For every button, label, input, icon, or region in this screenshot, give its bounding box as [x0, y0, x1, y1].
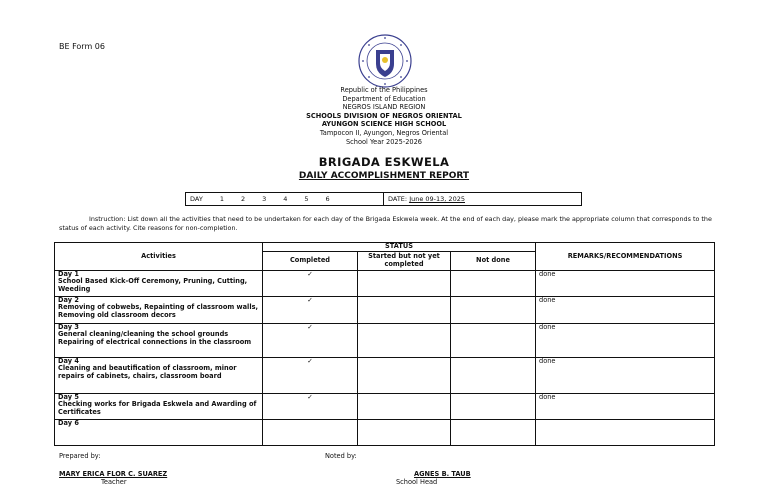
- started-cell: [358, 357, 451, 393]
- day-option-2: 2: [240, 195, 246, 203]
- day-option-5: 5: [304, 195, 309, 203]
- activity-day: Day 5: [58, 392, 79, 401]
- day-option-6: 6: [325, 195, 330, 203]
- started-cell: [358, 270, 451, 296]
- started-cell: [358, 419, 451, 445]
- col-header-remarks: REMARKS/RECOMMENDATIONS: [536, 243, 715, 271]
- not-done-cell: [451, 296, 536, 323]
- noter-name: AGNES B. TAUB: [414, 470, 471, 478]
- remarks-cell: done: [536, 357, 715, 393]
- activity-description: General cleaning/cleaning the school grounds Repairing of electrical connections in the classroom: [58, 330, 252, 346]
- day-selector: [186, 193, 384, 205]
- report-title-block: [234, 155, 534, 181]
- activity-cell: [55, 296, 263, 323]
- preparer-position: Teacher: [101, 478, 127, 486]
- remarks-cell: done: [536, 270, 715, 296]
- header-division: SCHOOLS DIVISION OF NEGROS ORIENTAL: [306, 111, 462, 120]
- activity-day: Day 1: [58, 269, 79, 278]
- started-cell: [358, 393, 451, 419]
- header-department: Department of Education: [342, 94, 426, 103]
- not-done-cell: [451, 270, 536, 296]
- col-header-completed: Completed: [263, 251, 358, 270]
- col-header-status: STATUS: [263, 243, 536, 252]
- remarks-cell: [536, 419, 715, 445]
- completed-check: ✓: [263, 323, 358, 357]
- remarks-cell: done: [536, 323, 715, 357]
- table-row: [55, 357, 715, 393]
- completed-check: ✓: [263, 296, 358, 323]
- activity-description: School Based Kick-Off Ceremony, Pruning, Cutting, Weeding: [58, 277, 248, 293]
- day-option-4: 4: [283, 195, 288, 203]
- instruction-text: Instruction: List down all the activities that need to be undertaken for each day of the Brigada Eskwela week. At the end of each day, please mark the appropriate column that corresponds to the status of each activity. Cite reasons for non-completion.: [59, 215, 712, 232]
- col-header-started: Started but not yet completed: [358, 251, 451, 270]
- table-row: [55, 323, 715, 357]
- activity-day: Day 4: [58, 356, 79, 365]
- report-title: BRIGADA ESKWELA: [318, 155, 450, 169]
- not-done-cell: [451, 419, 536, 445]
- day-label: DAY: [190, 195, 203, 203]
- completed-check: ✓: [263, 393, 358, 419]
- noter-signature-block: [380, 470, 500, 486]
- activity-description: Removing of cobwebs, Repainting of classroom walls, Removing old classroom decors: [58, 303, 259, 319]
- date-field: [384, 195, 465, 203]
- activity-cell: [55, 393, 263, 419]
- completed-check: ✓: [263, 270, 358, 296]
- day-option-1: 1: [219, 195, 224, 203]
- date-value: June 09-13, 2025: [409, 195, 465, 203]
- activity-day: Day 2: [58, 295, 79, 304]
- header-region: NEGROS ISLAND REGION: [342, 103, 426, 112]
- day-option-3: 3: [262, 195, 267, 203]
- day-date-box: [185, 192, 582, 206]
- completed-check: [263, 419, 358, 445]
- header-school-year: School Year 2025-2026: [346, 137, 422, 146]
- school-header: [234, 86, 534, 146]
- header-republic: Republic of the Philippines: [340, 86, 428, 94]
- col-header-not-done: Not done: [451, 251, 536, 270]
- activity-cell: [55, 357, 263, 393]
- preparer-name: MARY ERICA FLOR C. SUAREZ: [59, 470, 168, 478]
- activity-day: Day 6: [58, 418, 79, 427]
- activity-cell: [55, 270, 263, 296]
- noter-position: School Head: [396, 478, 438, 486]
- not-done-cell: [451, 357, 536, 393]
- remarks-cell: done: [536, 393, 715, 419]
- activities-table: [54, 242, 715, 446]
- completed-check: ✓: [263, 357, 358, 393]
- noted-by-label: Noted by:: [325, 452, 357, 460]
- table-row: [55, 393, 715, 419]
- not-done-cell: [451, 393, 536, 419]
- table-row: [55, 296, 715, 323]
- prepared-by-label: Prepared by:: [59, 452, 101, 460]
- report-subtitle: DAILY ACCOMPLISHMENT REPORT: [298, 171, 470, 181]
- date-label: DATE:: [388, 195, 408, 203]
- started-cell: [358, 296, 451, 323]
- started-cell: [358, 323, 451, 357]
- not-done-cell: [451, 323, 536, 357]
- table-row: [55, 419, 715, 445]
- header-school-name: AYUNGON SCIENCE HIGH SCHOOL: [321, 120, 447, 129]
- activity-description: Cleaning and beautification of classroom, minor repairs of cabinets, chairs, classroom board: [58, 364, 237, 380]
- col-header-activities: Activities: [55, 243, 263, 271]
- activity-cell: [55, 323, 263, 357]
- table-row: [55, 270, 715, 296]
- remarks-cell: done: [536, 296, 715, 323]
- form-number: BE Form 06: [59, 42, 105, 51]
- header-address: Tampocon II, Ayungon, Negros Oriental: [319, 128, 449, 137]
- activity-description: Checking works for Brigada Eskwela and Awarding of Certificates: [58, 400, 257, 416]
- preparer-signature-block: [59, 470, 219, 486]
- deped-seal-logo: [355, 33, 415, 89]
- activity-cell: [55, 419, 263, 445]
- activity-day: Day 3: [58, 322, 79, 331]
